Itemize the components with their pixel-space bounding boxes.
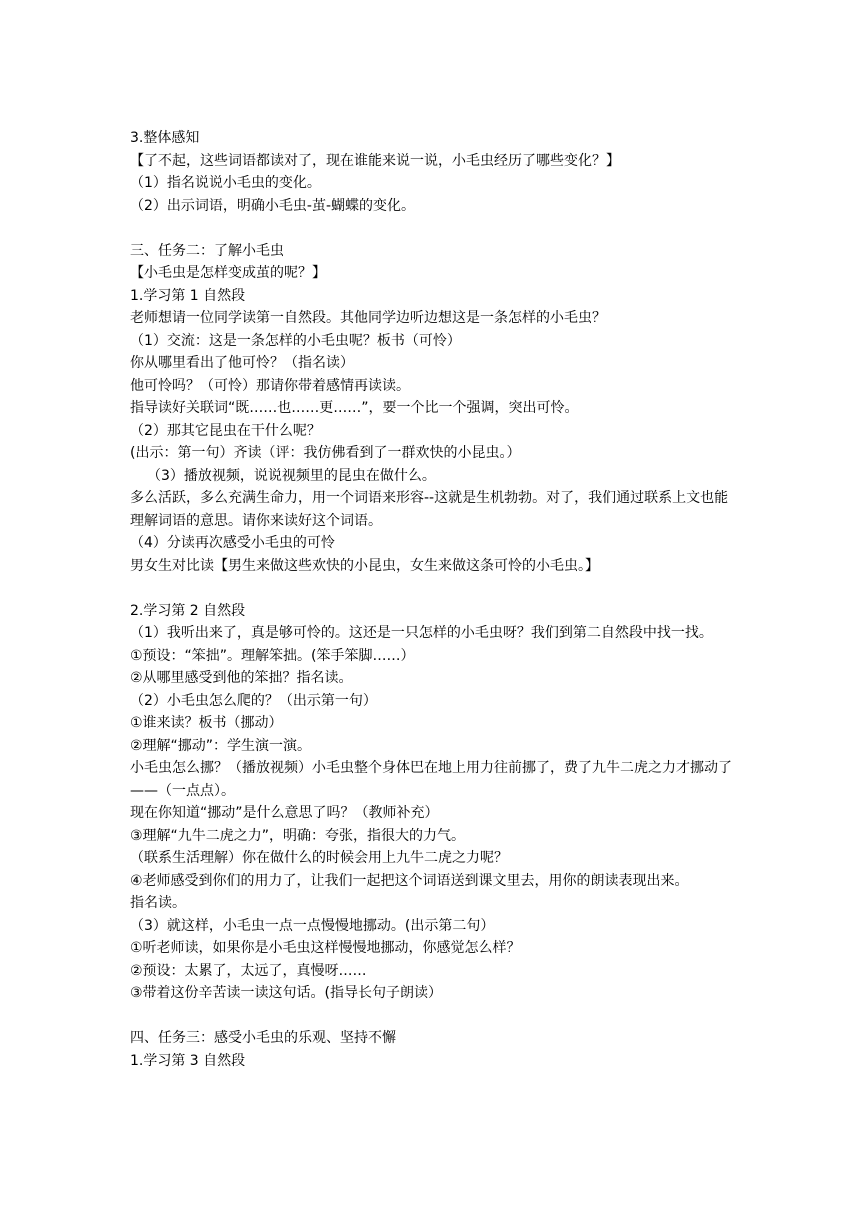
paragraph-line: (出示：第一句）齐读（评：我仿佛看到了一群欢快的小昆虫。） <box>130 445 521 461</box>
teacher-prompt: 【了不起，这些词语都读对了，现在谁能来说一说，小毛虫经历了哪些变化？】 <box>130 152 620 169</box>
step-item: （4）分读再次感受小毛虫的可怜 <box>130 535 335 551</box>
step-item: （2）那其它昆虫在干什么呢？ <box>130 422 321 439</box>
paragraph-line: ①预设：“笨拙”。理解笨拙。(笨手笨脚……） <box>130 647 415 664</box>
section-heading: 三、任务二：了解小毛虫 <box>130 242 284 259</box>
section-heading: 3.整体感知 <box>130 130 200 146</box>
step-item: （1）指名说说小毛虫的变化。 <box>130 175 321 191</box>
paragraph-line: （联系生活理解）你在做什么的时候会用上九牛二虎之力呢？ <box>130 850 508 866</box>
section-heading: 2.学习第 2 自然段 <box>130 602 246 619</box>
paragraph-line: ②预设：太累了，太远了，真慢呀…… <box>130 962 367 979</box>
step-item: （1）交流：这是一条怎样的小毛虫呢？板书（可怜） <box>130 332 461 349</box>
step-item: （2）出示词语，明确小毛虫-茧-蝴蝶的变化。 <box>130 197 416 214</box>
paragraph-line: ②理解“挪动”：学生演一演。 <box>130 737 312 754</box>
section-heading: 1.学习第 1 自然段 <box>130 287 246 304</box>
step-item: （2）小毛虫怎么爬的？（出示第一句） <box>130 692 377 709</box>
document-body <box>130 127 734 1072</box>
paragraph-line: ③带着这份辛苦读一读这句话。(指导长句子朗读） <box>130 985 443 1001</box>
teacher-prompt: 【小毛虫是怎样变成茧的呢？】 <box>130 265 326 281</box>
section-heading: 四、任务三：感受小毛虫的乐观、坚持不懈 <box>130 1030 396 1046</box>
section-heading: 1.学习第 3 自然段 <box>130 1052 246 1069</box>
paragraph-line: ④老师感受到你们的用力了，让我们一起把这个词语送到课文里去，用你的朗读表现出来。 <box>130 872 689 889</box>
paragraph-line: 老师想请一位同学读第一自然段。其他同学边听边想这是一条怎样的小毛虫？ <box>130 310 606 326</box>
paragraph-line: 指名读。 <box>130 895 186 911</box>
paragraph-line: 他可怜吗？（可怜）那请你带着感情再读读。 <box>130 377 410 394</box>
step-item: （3）播放视频，说说视频里的昆虫在做什么。 <box>147 467 436 484</box>
paragraph-line: ①谁来读？板书（挪动） <box>130 715 283 731</box>
paragraph-line: 多么活跃，多么充满生命力，用一个词语来形容--这就是生机勃勃。对了，我们通过联系上文也能理解词语的意思。请你来读好这个词语。 <box>130 490 729 529</box>
paragraph-line: 男女生对比读【男生来做这些欢快的小昆虫，女生来做这条可怜的小毛虫。】 <box>130 557 599 574</box>
paragraph-line: ①听老师读，如果你是小毛虫这样慢慢地挪动，你感觉怎么样？ <box>130 940 521 956</box>
blank-line <box>130 217 734 240</box>
paragraph-line: ②从哪里感受到他的笨拙？指名读。 <box>130 670 353 686</box>
blank-line <box>130 1005 734 1028</box>
paragraph-line: 指导读好关联词“既……也……更……”，要一个比一个强调，突出可怜。 <box>130 400 579 416</box>
paragraph-line: ③理解“九牛二虎之力”，明确：夸张，指很大的力气。 <box>130 827 466 844</box>
paragraph-line: 小毛虫怎么挪？（播放视频）小毛虫整个身体巴在地上用力往前挪了，费了九牛二虎之力才挪动了——（一点点）。 <box>130 760 732 799</box>
paragraph-line: 现在你知道“挪动”是什么意思了吗？（教师补充） <box>130 805 439 821</box>
blank-line <box>130 577 734 600</box>
step-item: （1）我听出来了，真是够可怜的。这还是一只怎样的小毛虫呀？我们到第二自然段中找一找。 <box>130 625 713 641</box>
paragraph-line: 你从哪里看出了他可怜？（指名读） <box>130 355 354 371</box>
step-item: （3）就这样，小毛虫一点一点慢慢地挪动。(出示第二句） <box>130 917 495 934</box>
